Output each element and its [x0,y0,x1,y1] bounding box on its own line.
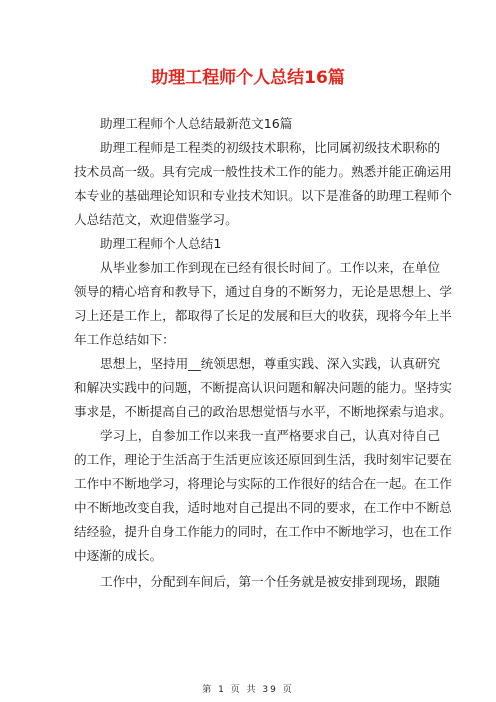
body-line: 和解决实践中的问题，不断提高认识问题和解决问题的能力。坚持实 [74,380,452,395]
body-line: 学习上，自参加工作以来我一直严格要求自己，认真对待自己 [100,428,441,443]
body-line: 习上还是工作上，都取得了长足的发展和巨大的收获，现将今年上半 [74,308,452,323]
body-line: 的工作，理论于生活高于生活更应该还原回到生活，我时刻牢记要在 [74,452,452,467]
body-line: 技术员高一级。具有完成一般性技术工作的能力。熟悉并能正确运用 [74,164,452,179]
body-line: 人总结范文，欢迎借鉴学习。 [74,212,238,227]
body-line: 结经验，提升自身工作能力的同时，在工作中不断地学习，也在工作 [74,524,452,539]
body-line: 工作中不断地学习，将理论与实际的工作很好的结合在一起。在工作 [74,476,452,491]
body-line: 年工作总结如下： [74,332,175,347]
body-line: 事求是，不断提高自己的政治思想觉悟与水平，不断地探索与追求。 [74,404,452,419]
document-title: 助理工程师个人总结16篇 [151,68,345,88]
body-line: 本专业的基础理论知识和专业技术知识。以下是准备的助理工程师个 [74,188,452,203]
body-line: 助理工程师个人总结1 [100,236,222,251]
body-line: 工作中，分配到车间后，第一个任务就是被安排到现场，跟随 [100,574,441,589]
body-line: 中逐渐的成长。 [74,548,163,563]
body-line: 中不断地改变自我，适时地对自己提出不同的要求，在工作中不断总 [74,500,452,515]
body-line: 领导的精心培育和教导下，通过自身的不断努力，无论是思想上、学 [74,284,452,299]
page-footer: 第 1 页 共 39 页 [202,685,294,695]
body-line: 从毕业参加工作到现在已经有很长时间了。工作以来，在单位 [100,260,441,275]
body-line: 助理工程师是工程类的初级技术职称，比同属初级技术职称的 [100,140,441,155]
body-line: 助理工程师个人总结最新范文16篇 [100,116,293,131]
body-line: 思想上，坚持用__统领思想，尊重实践、深入实践，认真研究 [100,356,441,371]
